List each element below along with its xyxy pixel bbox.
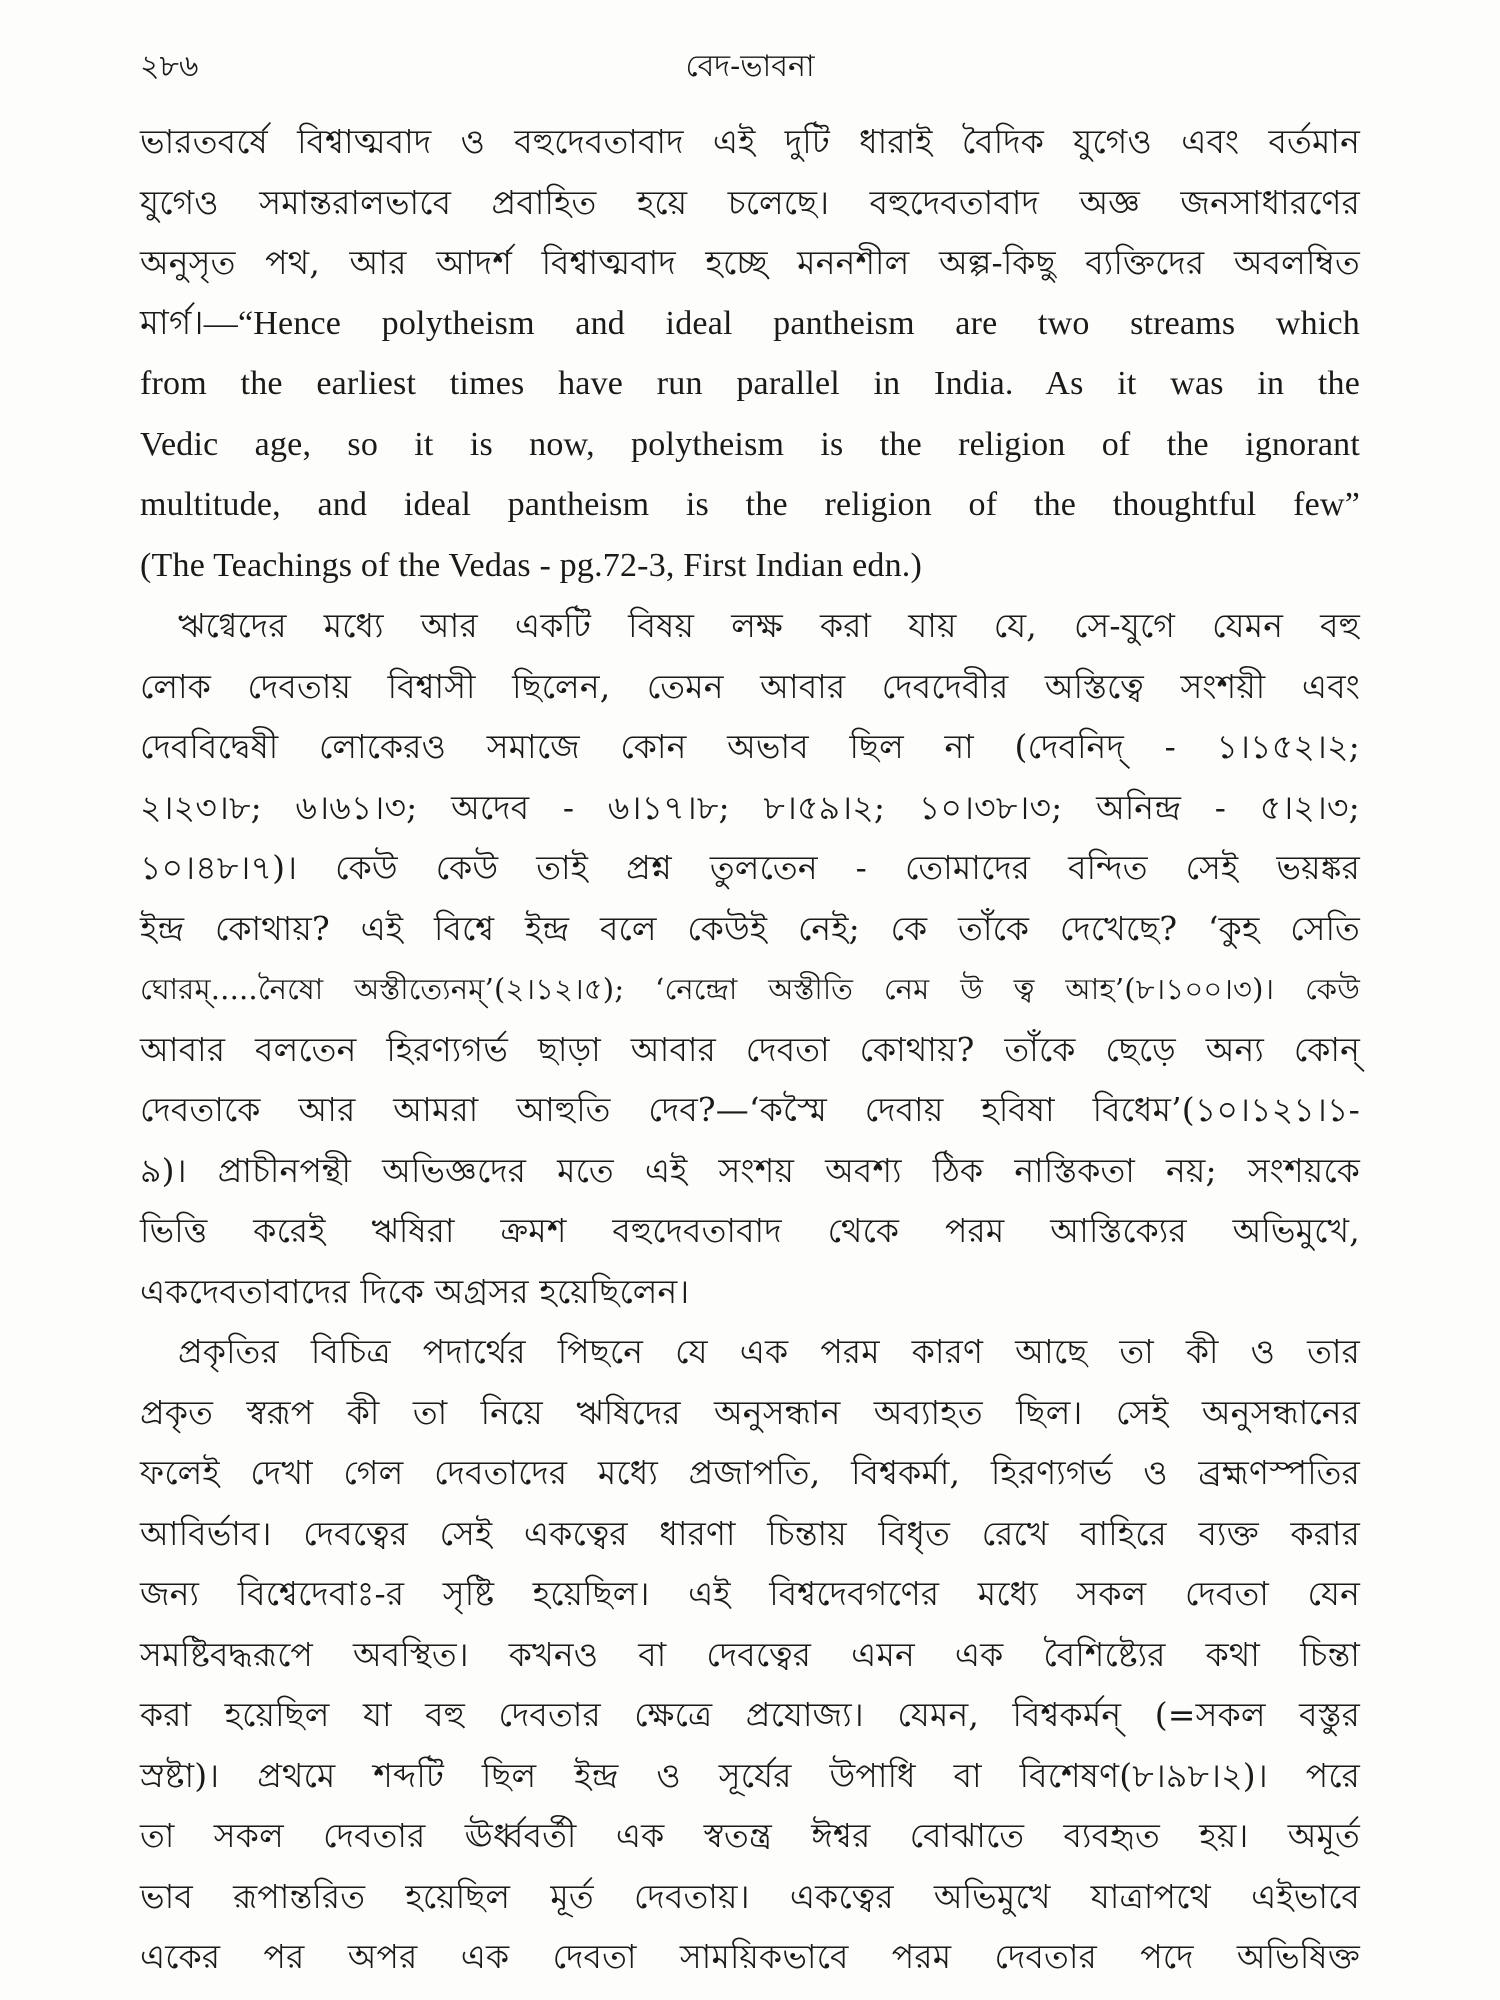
paragraph-3-line-1: প্রকৃতির বিচিত্র পদার্থের পিছনে যে এক পরম কারণ আছে তা কী ও তার	[178, 1332, 1360, 1371]
paragraph-1-line-1: ভারতবর্ষে বিশ্বাত্মবাদ ও বহুদেবতাবাদ এই দুটি ধারাই বৈদিক যুগেও এবং বর্তমান	[140, 122, 1360, 161]
paragraph-3-line-9: তা সকল দেবতার ঊর্ধ্ববর্তী এক স্বতন্ত্র ঈশ্বর বোঝাতে ব্যবহৃত হয়। অমূর্ত	[140, 1816, 1360, 1855]
paragraph-3-line-6: সমষ্টিবদ্ধরূপে অবস্থিত। কখনও বা দেবত্বের এমন এক বৈশিষ্ট্যের কথা চিন্তা	[140, 1634, 1360, 1674]
paragraph-3-line-11: একের পর অপর এক দেবতা সাময়িকভাবে পরম দেবতার পদে অভিষিক্ত	[140, 1937, 1360, 1976]
paragraph-2-line-1: ঋগ্বেদের মধ্যে আর একটি বিষয় লক্ষ করা যায় যে, সে-যুগে যেমন বহু	[178, 606, 1360, 645]
paragraph-1-line-6: Vedic age, so it is now, polytheism is the religion of the ignorant	[140, 425, 1360, 463]
paragraph-2-line-9: দেবতাকে আর আমরা আহুতি দেব?—‘কস্মৈ দেবায় হবিষা বিধেম’(১০।১২১।১-	[140, 1090, 1360, 1129]
paragraph-1-line-5: from the earliest times have run parallel in India. As it was in the	[140, 365, 1360, 402]
paragraph-3-line-5: জন্য বিশ্বেদেবাঃ-র সৃষ্টি হয়েছিল। এই বিশ্বদেবগণের মধ্যে সকল দেবতা যেন	[140, 1574, 1360, 1613]
page-body	[140, 112, 1360, 1988]
paragraph-3-line-7: করা হয়েছিল যা বহু দেবতার ক্ষেত্রে প্রযোজ্য। যেমন, বিশ্বকর্মন্ (=সকল বস্তুর	[140, 1695, 1360, 1734]
paragraph-2-line-11: ভিত্তি করেই ঋষিরা ক্রমশ বহুদেবতাবাদ থেকে পরম আস্তিক্যের অভিমুখে,	[140, 1211, 1360, 1250]
paragraph-1-line-8: (The Teachings of the Vedas - pg.72-3, First Indian edn.)	[140, 546, 923, 584]
paragraph-1-line-3: অনুসৃত পথ, আর আদর্শ বিশ্বাত্মবাদ হচ্ছে মননশীল অল্প-কিছু ব্যক্তিদের অবলম্বিত	[140, 243, 1360, 282]
paragraph-3-line-8: স্রষ্টা)। প্রথমে শব্দটি ছিল ইন্দ্র ও সূর্যের উপাধি বা বিশেষণ(৮।৯৮।২)। পরে	[140, 1755, 1360, 1795]
page-header	[140, 42, 1360, 92]
paragraph-3-line-10: ভাব রূপান্তরিত হয়েছিল মূর্ত দেবতায়। একত্বের অভিমুখে যাত্রাপথে এইভাবে	[140, 1876, 1360, 1916]
paragraph-2-line-3: দেববিদ্বেষী লোকেরও সমাজে কোন অভাব ছিল না (দেবনিদ্ - ১।১৫২।২;	[140, 727, 1360, 766]
running-title: বেদ-ভাবনা	[685, 49, 815, 84]
paragraph-2-line-6: ইন্দ্র কোথায়? এই বিশ্বে ইন্দ্র বলে কেউই নেই; কে তাঁকে দেখেছে? ‘কুহ সেতি	[140, 908, 1360, 948]
paragraph-3-line-2: প্রকৃত স্বরূপ কী তা নিয়ে ঋষিদের অনুসন্ধান অব্যাহত ছিল। সেই অনুসন্ধানের	[140, 1392, 1360, 1432]
paragraph-3-line-3: ফলেই দেখা গেল দেবতাদের মধ্যে প্রজাপতি, বিশ্বকর্মা, হিরণ্যগর্ভ ও ব্রহ্মণস্পতির	[140, 1453, 1360, 1492]
paragraph-1-line-4: মার্গ।—“Hence polytheism and ideal pantheism are two streams which	[140, 304, 1360, 342]
page-number: ২৮৬	[140, 49, 199, 84]
paragraph-2-line-12: একদেবতাবাদের দিকে অগ্রসর হয়েছিলেন।	[140, 1271, 690, 1311]
paragraph-2-line-10: ৯)। প্রাচীনপন্থী অভিজ্ঞদের মতে এই সংশয় অবশ্য ঠিক নাস্তিকতা নয়; সংশয়কে	[140, 1150, 1360, 1190]
paragraph-2-line-2: লোক দেবতায় বিশ্বাসী ছিলেন, তেমন আবার দেবদেবীর অস্তিত্বে সংশয়ী এবং	[140, 666, 1360, 706]
paragraph-2-line-4: ২।২৩।৮; ৬।৬১।৩; অদেব - ৬।১৭।৮; ৮।৫৯।২; ১০।৩৮।৩; অনিন্দ্র - ৫।২।৩;	[140, 787, 1360, 827]
paragraph-1-line-7: multitude, and ideal pantheism is the religion of the thoughtful few”	[140, 486, 1360, 523]
paragraph-2-line-8: আবার বলতেন হিরণ্যগর্ভ ছাড়া আবার দেবতা কোথায়? তাঁকে ছেড়ে অন্য কোন্	[140, 1029, 1360, 1069]
paragraph-1-line-2: যুগেও সমান্তরালভাবে প্রবাহিত হয়ে চলেছে। বহুদেবতাবাদ অজ্ঞ জনসাধারণের	[140, 182, 1360, 222]
paragraph-2-line-5: ১০।৪৮।৭)। কেউ কেউ তাই প্রশ্ন তুলতেন - তোমাদের বন্দিত সেই ভয়ঙ্কর	[140, 848, 1360, 887]
paragraph-3-line-4: আবির্ভাব। দেবত্বের সেই একত্বের ধারণা চিন্তায় বিধৃত রেখে বাহিরে ব্যক্ত করার	[140, 1513, 1360, 1553]
paragraph-2-line-7: ঘোরম্.....নৈষো অস্তীত্যেনম্’(২।১২।৫); ‘নেন্দ্রো অস্তীতি নেম উ ত্ব আহ’(৮।১০০।৩)। কেউ	[140, 972, 1360, 1006]
